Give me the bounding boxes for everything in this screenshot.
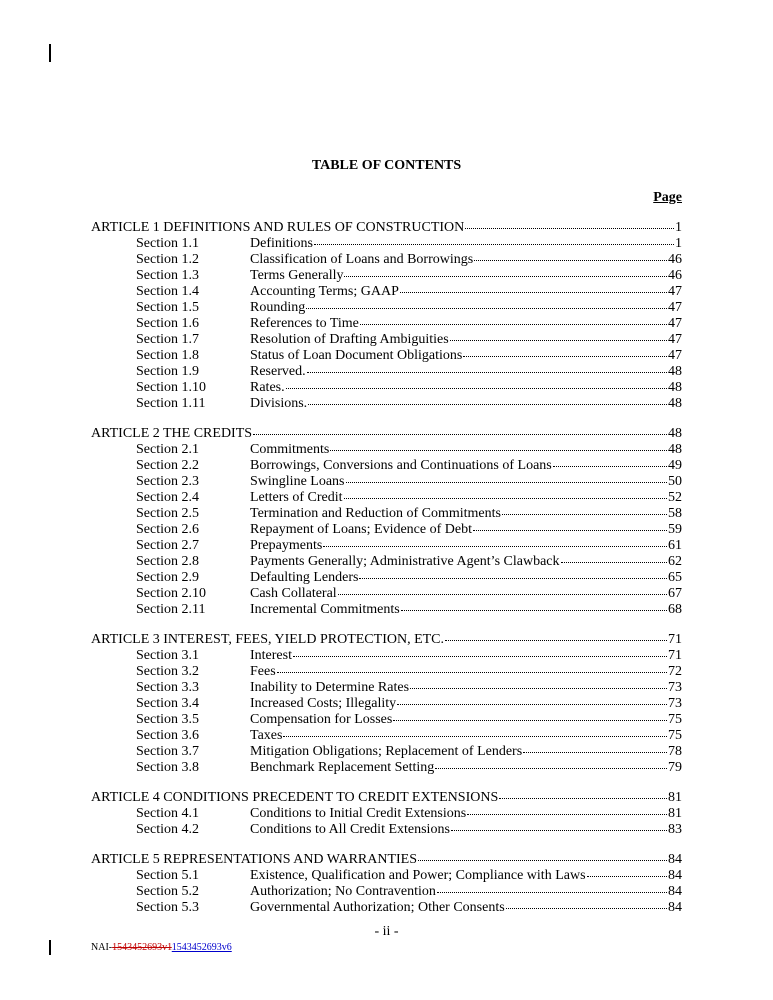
toc-article-entry[interactable] [91, 852, 682, 868]
dot-leader [323, 546, 667, 547]
section-number: Section 5.3 [136, 900, 199, 915]
section-page-number: 58 [668, 506, 682, 521]
dot-leader [467, 814, 667, 815]
section-title: Letters of Credit [250, 490, 343, 505]
article-group [91, 790, 682, 838]
section-title: Taxes [250, 728, 283, 743]
section-title: Inability to Determine Rates [250, 680, 410, 695]
section-title: Payments Generally; Administrative Agent’s Clawback [250, 554, 560, 569]
section-page-number: 47 [668, 332, 682, 347]
dot-leader [450, 340, 667, 341]
toc-section-entry[interactable] [91, 348, 682, 364]
section-number: Section 3.5 [136, 712, 199, 727]
section-number: Section 1.1 [136, 236, 199, 251]
toc-article-entry[interactable] [91, 632, 682, 648]
dot-leader [314, 244, 674, 245]
toc-section-entry[interactable] [91, 284, 682, 300]
toc-section-entry[interactable] [91, 868, 682, 884]
dot-leader [506, 908, 667, 909]
dot-leader [523, 752, 667, 753]
toc-section-entry[interactable] [91, 396, 682, 412]
toc-section-entry[interactable] [91, 696, 682, 712]
section-title: Prepayments [250, 538, 323, 553]
dot-leader [344, 498, 667, 499]
section-page-number: 47 [668, 316, 682, 331]
section-title: Swingline Loans [250, 474, 345, 489]
section-page-number: 84 [668, 900, 682, 915]
section-title: Cash Collateral [250, 586, 337, 601]
section-number: Section 1.2 [136, 252, 199, 267]
section-number: Section 1.3 [136, 268, 199, 283]
section-number: Section 1.9 [136, 364, 199, 379]
section-page-number: 65 [668, 570, 682, 585]
toc-section-entry[interactable] [91, 268, 682, 284]
section-number: Section 2.5 [136, 506, 199, 521]
dot-leader [286, 388, 667, 389]
section-title: Conditions to Initial Credit Extensions [250, 806, 467, 821]
section-title: Mitigation Obligations; Replacement of Lenders [250, 744, 523, 759]
section-title: Rates. [250, 380, 285, 395]
dot-leader [330, 450, 667, 451]
document-id-deleted: 1543452693v1 [112, 942, 172, 953]
dot-leader [437, 892, 667, 893]
dot-leader [277, 672, 667, 673]
dot-leader [307, 372, 667, 373]
dot-leader [463, 356, 667, 357]
section-page-number: 49 [668, 458, 682, 473]
dot-leader [474, 260, 667, 261]
section-page-number: 50 [668, 474, 682, 489]
article-page-number: 1 [675, 220, 682, 235]
section-page-number: 71 [668, 648, 682, 663]
section-page-number: 1 [675, 236, 682, 251]
toc-section-entry[interactable] [91, 728, 682, 744]
section-number: Section 1.4 [136, 284, 199, 299]
section-number: Section 1.5 [136, 300, 199, 315]
section-title: Reserved. [250, 364, 306, 379]
toc-section-entry[interactable] [91, 236, 682, 252]
section-number: Section 1.11 [136, 396, 206, 411]
toc-section-entry[interactable] [91, 900, 682, 916]
section-number: Section 3.3 [136, 680, 199, 695]
article-title: ARTICLE 5 REPRESENTATIONS AND WARRANTIES [91, 852, 418, 867]
toc-section-entry[interactable] [91, 458, 682, 474]
section-number: Section 5.2 [136, 884, 199, 899]
section-title: Incremental Commitments [250, 602, 400, 617]
section-page-number: 59 [668, 522, 682, 537]
section-number: Section 2.1 [136, 442, 199, 457]
dot-leader [293, 656, 667, 657]
section-page-number: 73 [668, 696, 682, 711]
dot-leader [499, 798, 667, 799]
revision-change-bar-bottom [49, 940, 51, 955]
toc-section-entry[interactable] [91, 490, 682, 506]
section-number: Section 2.2 [136, 458, 199, 473]
toc-section-entry[interactable] [91, 506, 682, 522]
section-title: Existence, Qualification and Power; Compliance with Laws [250, 868, 586, 883]
toc-section-entry[interactable] [91, 664, 682, 680]
section-number: Section 2.10 [136, 586, 206, 601]
section-title: Authorization; No Contravention [250, 884, 436, 899]
toc-section-entry[interactable] [91, 586, 682, 602]
section-page-number: 46 [668, 252, 682, 267]
section-title: Rounding [250, 300, 306, 315]
section-title: Commitments [250, 442, 330, 457]
section-title: Repayment of Loans; Evidence of Debt [250, 522, 472, 537]
section-page-number: 48 [668, 442, 682, 457]
toc-article-entry[interactable] [91, 790, 682, 806]
section-page-number: 47 [668, 300, 682, 315]
dot-leader [393, 720, 667, 721]
section-page-number: 62 [668, 554, 682, 569]
section-number: Section 5.1 [136, 868, 199, 883]
section-page-number: 75 [668, 712, 682, 727]
dot-leader [308, 404, 667, 405]
dot-leader [451, 830, 667, 831]
toc-title: TABLE OF CONTENTS [311, 158, 462, 173]
section-page-number: 81 [668, 806, 682, 821]
dot-leader [359, 578, 667, 579]
section-page-number: 52 [668, 490, 682, 505]
toc-section-entry[interactable] [91, 474, 682, 490]
article-group [91, 220, 682, 412]
toc-section-entry[interactable] [91, 380, 682, 396]
section-page-number: 83 [668, 822, 682, 837]
page-column-heading: Page [653, 190, 682, 205]
section-number: Section 1.7 [136, 332, 199, 347]
toc-section-entry[interactable] [91, 316, 682, 332]
article-title: ARTICLE 2 THE CREDITS [91, 426, 253, 441]
dot-leader [553, 466, 667, 467]
section-number: Section 3.4 [136, 696, 199, 711]
section-page-number: 47 [668, 348, 682, 363]
article-page-number: 71 [668, 632, 682, 647]
section-title: References to Time [250, 316, 359, 331]
section-page-number: 84 [668, 868, 682, 883]
revision-change-bar-top [49, 44, 51, 62]
section-page-number: 46 [668, 268, 682, 283]
toc-section-entry[interactable] [91, 364, 682, 380]
section-number: Section 2.3 [136, 474, 199, 489]
dot-leader [561, 562, 668, 563]
section-title: Resolution of Drafting Ambiguities [250, 332, 449, 347]
section-number: Section 2.11 [136, 602, 206, 617]
toc-section-entry[interactable] [91, 822, 682, 838]
section-page-number: 67 [668, 586, 682, 601]
dot-leader [410, 688, 667, 689]
dot-leader [465, 228, 674, 229]
dot-leader [344, 276, 667, 277]
section-title: Governmental Authorization; Other Consents [250, 900, 505, 915]
toc-section-entry[interactable] [91, 602, 682, 618]
section-number: Section 3.8 [136, 760, 199, 775]
section-page-number: 61 [668, 538, 682, 553]
document-id-prefix: NAI- [91, 942, 113, 953]
section-title: Accounting Terms; GAAP [250, 284, 399, 299]
toc-section-entry[interactable] [91, 522, 682, 538]
article-title: ARTICLE 3 INTEREST, FEES, YIELD PROTECTION, ETC. [91, 632, 445, 647]
toc-section-entry[interactable] [91, 538, 682, 554]
dot-leader [283, 736, 667, 737]
section-page-number: 48 [668, 364, 682, 379]
section-page-number: 75 [668, 728, 682, 743]
document-id [91, 942, 232, 953]
dot-leader [397, 704, 667, 705]
section-number: Section 3.1 [136, 648, 199, 663]
section-number: Section 1.6 [136, 316, 199, 331]
section-number: Section 2.7 [136, 538, 199, 553]
section-title: Compensation for Losses [250, 712, 393, 727]
dot-leader [253, 434, 667, 435]
toc-section-entry[interactable] [91, 554, 682, 570]
section-page-number: 73 [668, 680, 682, 695]
toc-section-entry[interactable] [91, 648, 682, 664]
toc-section-entry[interactable] [91, 744, 682, 760]
section-page-number: 48 [668, 380, 682, 395]
dot-leader [360, 324, 667, 325]
section-title: Defaulting Lenders [250, 570, 359, 585]
section-page-number: 72 [668, 664, 682, 679]
dot-leader [346, 482, 668, 483]
section-title: Definitions [250, 236, 313, 251]
section-title: Terms Generally [250, 268, 344, 283]
article-group [91, 632, 682, 776]
section-number: Section 1.8 [136, 348, 199, 363]
section-title: Conditions to All Credit Extensions [250, 822, 450, 837]
section-number: Section 3.7 [136, 744, 199, 759]
toc-section-entry[interactable] [91, 252, 682, 268]
dot-leader [473, 530, 667, 531]
article-title: ARTICLE 4 CONDITIONS PRECEDENT TO CREDIT EXTENSIONS [91, 790, 499, 805]
section-number: Section 3.6 [136, 728, 199, 743]
section-title: Benchmark Replacement Setting [250, 760, 435, 775]
toc-section-entry[interactable] [91, 332, 682, 348]
section-title: Increased Costs; Illegality [250, 696, 397, 711]
dot-leader [401, 610, 667, 611]
section-number: Section 2.8 [136, 554, 199, 569]
section-number: Section 3.2 [136, 664, 199, 679]
section-page-number: 84 [668, 884, 682, 899]
article-page-number: 84 [668, 852, 682, 867]
section-page-number: 47 [668, 284, 682, 299]
section-number: Section 2.6 [136, 522, 199, 537]
toc-section-entry[interactable] [91, 712, 682, 728]
section-number: Section 2.4 [136, 490, 199, 505]
toc-section-entry[interactable] [91, 760, 682, 776]
table-of-contents [91, 220, 682, 930]
section-number: Section 1.10 [136, 380, 206, 395]
article-page-number: 81 [668, 790, 682, 805]
toc-section-entry[interactable] [91, 570, 682, 586]
section-title: Interest [250, 648, 292, 663]
section-page-number: 68 [668, 602, 682, 617]
section-title: Classification of Loans and Borrowings [250, 252, 474, 267]
toc-article-entry[interactable] [91, 426, 682, 442]
article-group [91, 852, 682, 916]
section-title: Fees [250, 664, 276, 679]
dot-leader [306, 308, 667, 309]
section-title: Borrowings, Conversions and Continuations of Loans [250, 458, 552, 473]
section-title: Divisions. [250, 396, 308, 411]
toc-section-entry[interactable] [91, 884, 682, 900]
section-number: Section 2.9 [136, 570, 199, 585]
page-number: - ii - [374, 924, 399, 939]
section-page-number: 78 [668, 744, 682, 759]
article-title: ARTICLE 1 DEFINITIONS AND RULES OF CONSTRUCTION [91, 220, 465, 235]
dot-leader [400, 292, 667, 293]
toc-section-entry[interactable] [91, 806, 682, 822]
dot-leader [445, 640, 667, 641]
article-group [91, 426, 682, 618]
section-title: Termination and Reduction of Commitments [250, 506, 501, 521]
dot-leader [502, 514, 667, 515]
dot-leader [338, 594, 667, 595]
document-id-inserted: 1543452693v6 [171, 942, 232, 953]
toc-section-entry[interactable] [91, 442, 682, 458]
dot-leader [418, 860, 667, 861]
section-number: Section 4.1 [136, 806, 199, 821]
toc-section-entry[interactable] [91, 680, 682, 696]
toc-section-entry[interactable] [91, 300, 682, 316]
section-number: Section 4.2 [136, 822, 199, 837]
dot-leader [435, 768, 667, 769]
section-page-number: 48 [668, 396, 682, 411]
section-title: Status of Loan Document Obligations [250, 348, 463, 363]
dot-leader [587, 876, 667, 877]
article-page-number: 48 [668, 426, 682, 441]
section-page-number: 79 [668, 760, 682, 775]
toc-article-entry[interactable] [91, 220, 682, 236]
